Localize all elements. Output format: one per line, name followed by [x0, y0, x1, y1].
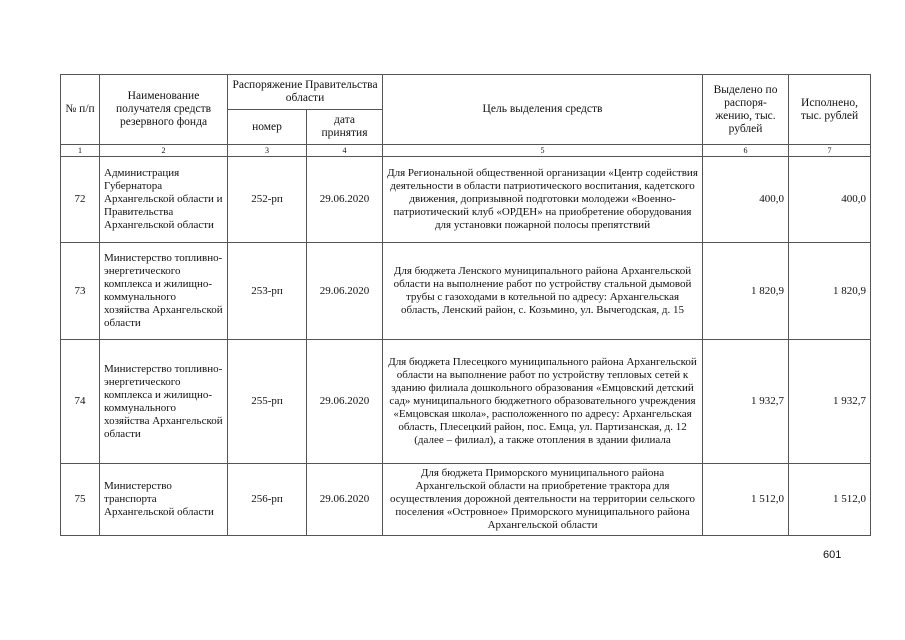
row-executed: 1 820,9: [789, 243, 871, 340]
row-allocated: 1 820,9: [703, 243, 789, 340]
row-order-date: 29.06.2020: [307, 243, 383, 340]
row-num: 74: [61, 340, 100, 464]
row-executed: 400,0: [789, 157, 871, 243]
column-index: 5: [383, 145, 703, 157]
header-num: № п/п: [61, 75, 100, 145]
column-index: 4: [307, 145, 383, 157]
row-recipient: Министерство топливно-энергетического комплекса и жилищно-коммунального хозяйства Архангельской области: [100, 340, 228, 464]
header-order-number: номер: [228, 110, 307, 145]
row-purpose: Для Региональной общественной организации «Центр содействия деятельности в области патриотического воспитания, кадетского движения, допризывной подготовки молодежи «Военно-патриотический клуб «ОРДЕН» на приобретение оборудования для установки пожарной полосы препятствий: [383, 157, 703, 243]
row-purpose: Для бюджета Плесецкого муниципального района Архангельской области на выполнение работ по устройству тепловых сетей к зданию филиала дошкольного образования «Емцовский детский сад» муниципального бюджетного образовательного учреждения «Емцовская школа», расположенного по адресу: Архангельская область, Плесецкий район, пос. Емца, ул. Партизанская, д. 12 (далее – филиал), а также отопления в здании филиала: [383, 340, 703, 464]
header-purpose: Цель выделения средств: [383, 75, 703, 145]
table-row: [61, 464, 871, 536]
row-purpose: Для бюджета Ленского муниципального района Архангельской области на выполнение работ по устройству стальной дымовой трубы с газоходами в котельной по адресу: Архангельская область, Ленский район, с. Козьмино, ул. Вычегодская, д. 15: [383, 243, 703, 340]
row-executed: 1 512,0: [789, 464, 871, 536]
table-row: [61, 340, 871, 464]
row-allocated: 400,0: [703, 157, 789, 243]
row-recipient: Администрация Губернатора Архангельской области и Правительства Архангельской области: [100, 157, 228, 243]
allocation-table: [60, 74, 871, 536]
header-executed: Исполнено, тыс. рублей: [789, 75, 871, 145]
column-index: 2: [100, 145, 228, 157]
column-index: 3: [228, 145, 307, 157]
table-row: [61, 243, 871, 340]
row-allocated: 1 932,7: [703, 340, 789, 464]
row-order-number: 253-рп: [228, 243, 307, 340]
row-recipient: Министерство транспорта Архангельской области: [100, 464, 228, 536]
column-index: 6: [703, 145, 789, 157]
row-order-date: 29.06.2020: [307, 340, 383, 464]
row-num: 73: [61, 243, 100, 340]
row-purpose: Для бюджета Приморского муниципального района Архангельской области на приобретение трактора для осуществления дорожной деятельности на территории сельского поселения «Островное» Приморского муниципального района Архангельской области: [383, 464, 703, 536]
row-order-date: 29.06.2020: [307, 157, 383, 243]
header-recipient: Наименование получателя средств резервного фонда: [100, 75, 228, 145]
page-number: 601: [823, 549, 842, 561]
column-index: 1: [61, 145, 100, 157]
header-allocated: Выделено по распоря-жению, тыс. рублей: [703, 75, 789, 145]
row-executed: 1 932,7: [789, 340, 871, 464]
header-order-group: Распоряжение Правительства области: [228, 75, 383, 110]
row-order-number: 252-рп: [228, 157, 307, 243]
row-order-number: 255-рп: [228, 340, 307, 464]
column-index: 7: [789, 145, 871, 157]
row-num: 75: [61, 464, 100, 536]
row-recipient: Министерство топливно-энергетического комплекса и жилищно-коммунального хозяйства Архангельской области: [100, 243, 228, 340]
row-order-date: 29.06.2020: [307, 464, 383, 536]
row-num: 72: [61, 157, 100, 243]
row-order-number: 256-рп: [228, 464, 307, 536]
table-row: [61, 157, 871, 243]
header-order-date: дата принятия: [307, 110, 383, 145]
column-index-row: [61, 145, 871, 157]
row-allocated: 1 512,0: [703, 464, 789, 536]
